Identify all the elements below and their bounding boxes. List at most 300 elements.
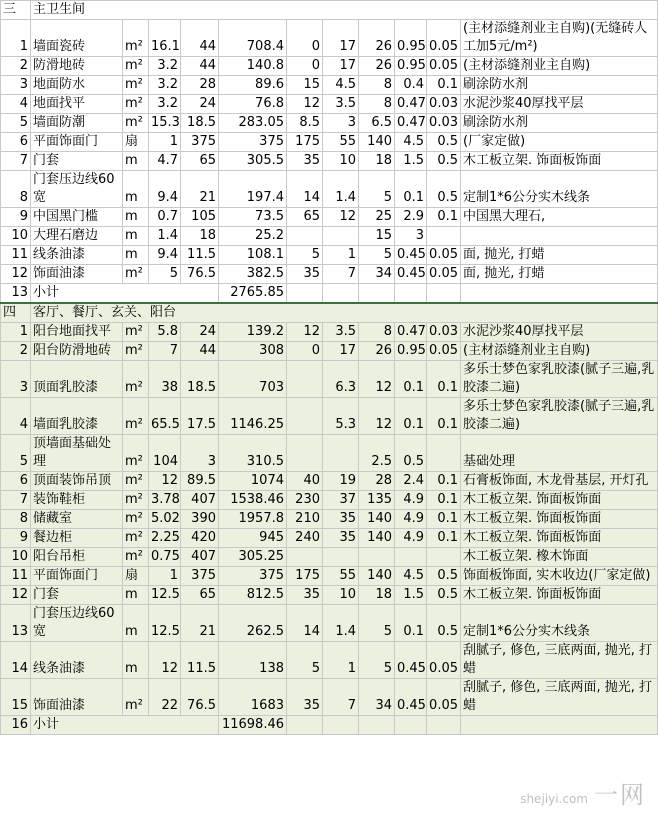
cost-4: 4.9 [395,510,427,529]
quantity: 38 [149,361,181,398]
cost-4: 0.1 [395,171,427,208]
table-row [1,398,658,435]
cost-1: 0 [287,57,323,76]
cost-3: 2.5 [359,435,395,472]
row-number: 1 [1,323,31,342]
total: 703 [219,361,287,398]
item-name: 阳台地面找平 [31,323,123,342]
unit: m [123,227,149,246]
cost-5: 0.5 [427,567,461,586]
subtotal-row [1,284,658,304]
table-row [1,152,658,171]
unit-price: 44 [181,20,219,57]
table-row [1,510,658,529]
cost-4: 0.45 [395,679,427,716]
note: 木工板立架. 饰面板饰面 [461,491,658,510]
cost-3: 6.5 [359,114,395,133]
cost-1 [287,435,323,472]
cost-4: 0.95 [395,342,427,361]
cost-2: 4.5 [323,76,359,95]
cost-5: 0.1 [427,472,461,491]
cost-3: 8 [359,95,395,114]
quantity: 5.02 [149,510,181,529]
cost-3: 28 [359,472,395,491]
watermark-big: 一网 [594,781,646,809]
unit: m² [123,529,149,548]
cost-1 [287,361,323,398]
table-row [1,114,658,133]
empty-cell [323,716,359,735]
quantity: 12.5 [149,605,181,642]
cost-5: 0.05 [427,679,461,716]
cost-4: 0.95 [395,20,427,57]
cost-4: 0.47 [395,95,427,114]
cost-1: 240 [287,529,323,548]
cost-3: 8 [359,323,395,342]
note: 水泥沙浆40厚找平层 [461,323,658,342]
total: 812.5 [219,586,287,605]
item-name: 装饰鞋柜 [31,491,123,510]
quantity: 9.4 [149,246,181,265]
quantity: 1.4 [149,227,181,246]
item-name: 线条油漆 [31,246,123,265]
cost-3: 26 [359,20,395,57]
cost-3: 34 [359,679,395,716]
total: 305.25 [219,548,287,567]
cost-4: 4.5 [395,567,427,586]
table-row [1,642,658,679]
cost-3: 18 [359,152,395,171]
cost-2: 3 [323,114,359,133]
cost-2: 35 [323,510,359,529]
total: 1146.25 [219,398,287,435]
total: 73.5 [219,208,287,227]
unit-price: 420 [181,529,219,548]
row-number: 11 [1,567,31,586]
item-name: 墙面防潮 [31,114,123,133]
row-number: 8 [1,171,31,208]
note: 面, 抛光, 打蜡 [461,265,658,284]
total: 375 [219,567,287,586]
cost-1: 40 [287,472,323,491]
unit-price: 105 [181,208,219,227]
unit-price: 11.5 [181,642,219,679]
unit-price: 407 [181,491,219,510]
empty-cell [287,716,323,735]
unit: m² [123,323,149,342]
unit: m² [123,510,149,529]
quantity: 4.7 [149,152,181,171]
cost-4: 4.5 [395,133,427,152]
cost-4: 1.5 [395,586,427,605]
unit-price: 24 [181,95,219,114]
total: 708.4 [219,20,287,57]
cost-2: 37 [323,491,359,510]
total: 89.6 [219,76,287,95]
unit-price: 65 [181,152,219,171]
cost-1: 35 [287,265,323,284]
quantity: 22 [149,679,181,716]
cost-2: 17 [323,57,359,76]
unit: m² [123,435,149,472]
unit: m [123,605,149,642]
empty-cell [461,284,658,304]
quantity: 5 [149,265,181,284]
cost-4: 0.1 [395,605,427,642]
unit-price: 3 [181,435,219,472]
item-name: 地面找平 [31,95,123,114]
item-name: 防滑地砖 [31,57,123,76]
table-row [1,227,658,246]
row-number: 10 [1,227,31,246]
item-name: 储藏室 [31,510,123,529]
unit-price: 44 [181,342,219,361]
cost-1 [287,398,323,435]
unit-price: 76.5 [181,265,219,284]
item-name: 墙面乳胶漆 [31,398,123,435]
cost-2: 1 [323,642,359,679]
total: 140.8 [219,57,287,76]
cost-2: 55 [323,133,359,152]
total: 1074 [219,472,287,491]
unit: m² [123,95,149,114]
cost-3: 15 [359,227,395,246]
row-number: 14 [1,642,31,679]
row-number: 5 [1,114,31,133]
note: (厂家定做) [461,133,658,152]
cost-4: 0.47 [395,114,427,133]
note: 石膏板饰面, 木龙骨基层, 开灯孔 [461,472,658,491]
cost-2: 19 [323,472,359,491]
item-name: 平面饰面门 [31,133,123,152]
table-row [1,133,658,152]
item-name: 地面防水 [31,76,123,95]
table-row [1,472,658,491]
unit: m [123,642,149,679]
cost-5: 0.05 [427,265,461,284]
cost-4: 1.5 [395,152,427,171]
cost-3: 18 [359,586,395,605]
section-title: 主卫生间 [31,1,658,20]
item-name: 顶面乳胶漆 [31,361,123,398]
unit-price: 18.5 [181,114,219,133]
total: 25.2 [219,227,287,246]
unit: m [123,152,149,171]
total: 308 [219,342,287,361]
cost-4: 0.1 [395,398,427,435]
cost-5: 0.1 [427,510,461,529]
total: 310.5 [219,435,287,472]
note: 刮腻子, 修色, 三底两面, 抛光, 打蜡 [461,679,658,716]
note: 基础处理 [461,435,658,472]
cost-3: 12 [359,398,395,435]
cost-1: 0 [287,20,323,57]
cost-2 [323,435,359,472]
item-name: 线条油漆 [31,642,123,679]
cost-1: 35 [287,586,323,605]
watermark [520,775,646,810]
cost-3: 8 [359,76,395,95]
cost-3: 140 [359,510,395,529]
item-name: 顶墙面基础处理 [31,435,123,472]
quantity: 2.25 [149,529,181,548]
note: 木工板立架. 饰面板饰面 [461,586,658,605]
cost-5: 0.5 [427,133,461,152]
table-row [1,95,658,114]
cost-5 [427,227,461,246]
unit: 扇 [123,133,149,152]
cost-1: 230 [287,491,323,510]
unit-price: 89.5 [181,472,219,491]
subtotal-label: 小计 [31,716,219,735]
table-row [1,605,658,642]
unit: m² [123,76,149,95]
watermark-small: shejiyi.com [520,792,588,806]
quantity: 104 [149,435,181,472]
table-row [1,529,658,548]
cost-3: 140 [359,529,395,548]
unit-price: 21 [181,605,219,642]
item-name: 饰面油漆 [31,265,123,284]
cost-5: 0.1 [427,398,461,435]
unit-price: 375 [181,133,219,152]
cost-4: 0.1 [395,361,427,398]
cost-1: 175 [287,567,323,586]
table-row [1,246,658,265]
cost-2: 12 [323,208,359,227]
cost-4: 0.47 [395,323,427,342]
total: 262.5 [219,605,287,642]
quantity: 16.1 [149,20,181,57]
row-number: 6 [1,133,31,152]
row-number: 3 [1,76,31,95]
cost-1: 65 [287,208,323,227]
cost-5: 0.05 [427,20,461,57]
total: 197.4 [219,171,287,208]
cost-5: 0.03 [427,95,461,114]
cost-5: 0.05 [427,57,461,76]
total: 305.5 [219,152,287,171]
unit: m [123,586,149,605]
cost-3: 12 [359,361,395,398]
unit-price: 21 [181,171,219,208]
total: 1957.8 [219,510,287,529]
cost-5: 0.03 [427,323,461,342]
cost-3: 25 [359,208,395,227]
unit: m² [123,398,149,435]
unit: m² [123,472,149,491]
cost-2: 7 [323,265,359,284]
cost-1: 35 [287,152,323,171]
row-number: 2 [1,342,31,361]
cost-1: 12 [287,95,323,114]
row-number: 13 [1,605,31,642]
item-name: 墙面瓷砖 [31,20,123,57]
cost-5: 0.1 [427,76,461,95]
item-name: 阳台防滑地砖 [31,342,123,361]
row-number: 16 [1,716,31,735]
row-number: 4 [1,95,31,114]
cost-2: 1.4 [323,171,359,208]
cost-1 [287,227,323,246]
unit: 扇 [123,567,149,586]
unit: m² [123,679,149,716]
total: 138 [219,642,287,679]
section-header [1,1,658,20]
cost-5: 0.03 [427,114,461,133]
cost-2: 1.4 [323,605,359,642]
cost-1: 0 [287,342,323,361]
note: 刷涂防水剂 [461,76,658,95]
note: 面, 抛光, 打蜡 [461,246,658,265]
cost-2: 10 [323,586,359,605]
unit-price: 65 [181,586,219,605]
item-name: 门套 [31,152,123,171]
table-row [1,57,658,76]
cost-1: 210 [287,510,323,529]
row-number: 12 [1,586,31,605]
cost-5: 0.05 [427,246,461,265]
note: 刷涂防水剂 [461,114,658,133]
item-name: 门套 [31,586,123,605]
cost-1 [287,548,323,567]
unit: m² [123,361,149,398]
table-row [1,76,658,95]
total: 76.8 [219,95,287,114]
cost-4: 4.9 [395,529,427,548]
row-number: 10 [1,548,31,567]
cost-1: 14 [287,605,323,642]
table-row [1,171,658,208]
subtotal-total: 11698.46 [219,716,287,735]
table-row [1,679,658,716]
unit: m [123,171,149,208]
section-header [1,303,658,323]
item-name: 中国黑门槛 [31,208,123,227]
note: (主材添缝剂业主自购) [461,57,658,76]
total: 283.05 [219,114,287,133]
note: 中国黑大理石, [461,208,658,227]
quantity: 1 [149,567,181,586]
cost-5: 0.1 [427,361,461,398]
note: 木工板立架. 饰面板饰面 [461,529,658,548]
note: 木工板立架. 饰面板饰面 [461,510,658,529]
unit: m² [123,548,149,567]
unit-price: 17.5 [181,398,219,435]
cost-5: 0.05 [427,342,461,361]
cost-3: 5 [359,642,395,679]
empty-cell [323,284,359,304]
cost-2 [323,227,359,246]
cost-3: 140 [359,133,395,152]
quantity: 65.5 [149,398,181,435]
unit-price: 390 [181,510,219,529]
section-code: 四 [1,303,31,323]
note [461,227,658,246]
empty-cell [359,284,395,304]
cost-2: 3.5 [323,323,359,342]
cost-4: 2.9 [395,208,427,227]
cost-4: 0.45 [395,642,427,679]
cost-1: 5 [287,642,323,679]
cost-5: 0.05 [427,642,461,679]
table-row [1,548,658,567]
unit-price: 18 [181,227,219,246]
empty-cell [395,284,427,304]
note: 刮腻子, 修色, 三底两面, 抛光, 打蜡 [461,642,658,679]
unit-price: 44 [181,57,219,76]
item-name: 饰面油漆 [31,679,123,716]
quantity: 1 [149,133,181,152]
quantity: 12.5 [149,586,181,605]
empty-cell [395,716,427,735]
item-name: 阳台吊柜 [31,548,123,567]
table-row [1,361,658,398]
cost-4: 2.4 [395,472,427,491]
row-number: 11 [1,246,31,265]
cost-5: 0.5 [427,586,461,605]
cost-3: 26 [359,57,395,76]
item-name: 大理石磨边 [31,227,123,246]
quantity: 7 [149,342,181,361]
unit: m² [123,20,149,57]
row-number: 8 [1,510,31,529]
empty-cell [359,716,395,735]
cost-4: 0.5 [395,435,427,472]
row-number: 1 [1,20,31,57]
cost-3: 135 [359,491,395,510]
cost-2: 17 [323,20,359,57]
unit: m² [123,114,149,133]
table-row [1,435,658,472]
total: 382.5 [219,265,287,284]
quantity: 12 [149,642,181,679]
item-name: 餐边柜 [31,529,123,548]
row-number: 6 [1,472,31,491]
empty-cell [461,716,658,735]
cost-3: 5 [359,171,395,208]
row-number: 3 [1,361,31,398]
quantity: 3.78 [149,491,181,510]
subtotal-row [1,716,658,735]
cost-3: 5 [359,605,395,642]
table-row [1,208,658,227]
cost-5: 0.1 [427,491,461,510]
empty-cell [427,716,461,735]
cost-4: 0.95 [395,57,427,76]
row-number: 7 [1,491,31,510]
cost-5: 0.1 [427,529,461,548]
table-row [1,265,658,284]
item-name: 门套压边线60宽 [31,171,123,208]
table-row [1,586,658,605]
note: 定制1*6公分实木线条 [461,605,658,642]
cost-2: 55 [323,567,359,586]
note: 多乐士梦色家乳胶漆(腻子三遍,乳胶漆二遍) [461,398,658,435]
cost-5: 0.5 [427,152,461,171]
cost-1: 35 [287,679,323,716]
row-number: 12 [1,265,31,284]
table-row [1,323,658,342]
cost-3: 26 [359,342,395,361]
note: 木工板立架. 饰面板饰面 [461,152,658,171]
unit: m² [123,342,149,361]
cost-5: 0.1 [427,208,461,227]
item-name: 平面饰面门 [31,567,123,586]
quantity: 3.2 [149,95,181,114]
subtotal-label: 小计 [31,284,219,304]
row-number: 13 [1,284,31,304]
